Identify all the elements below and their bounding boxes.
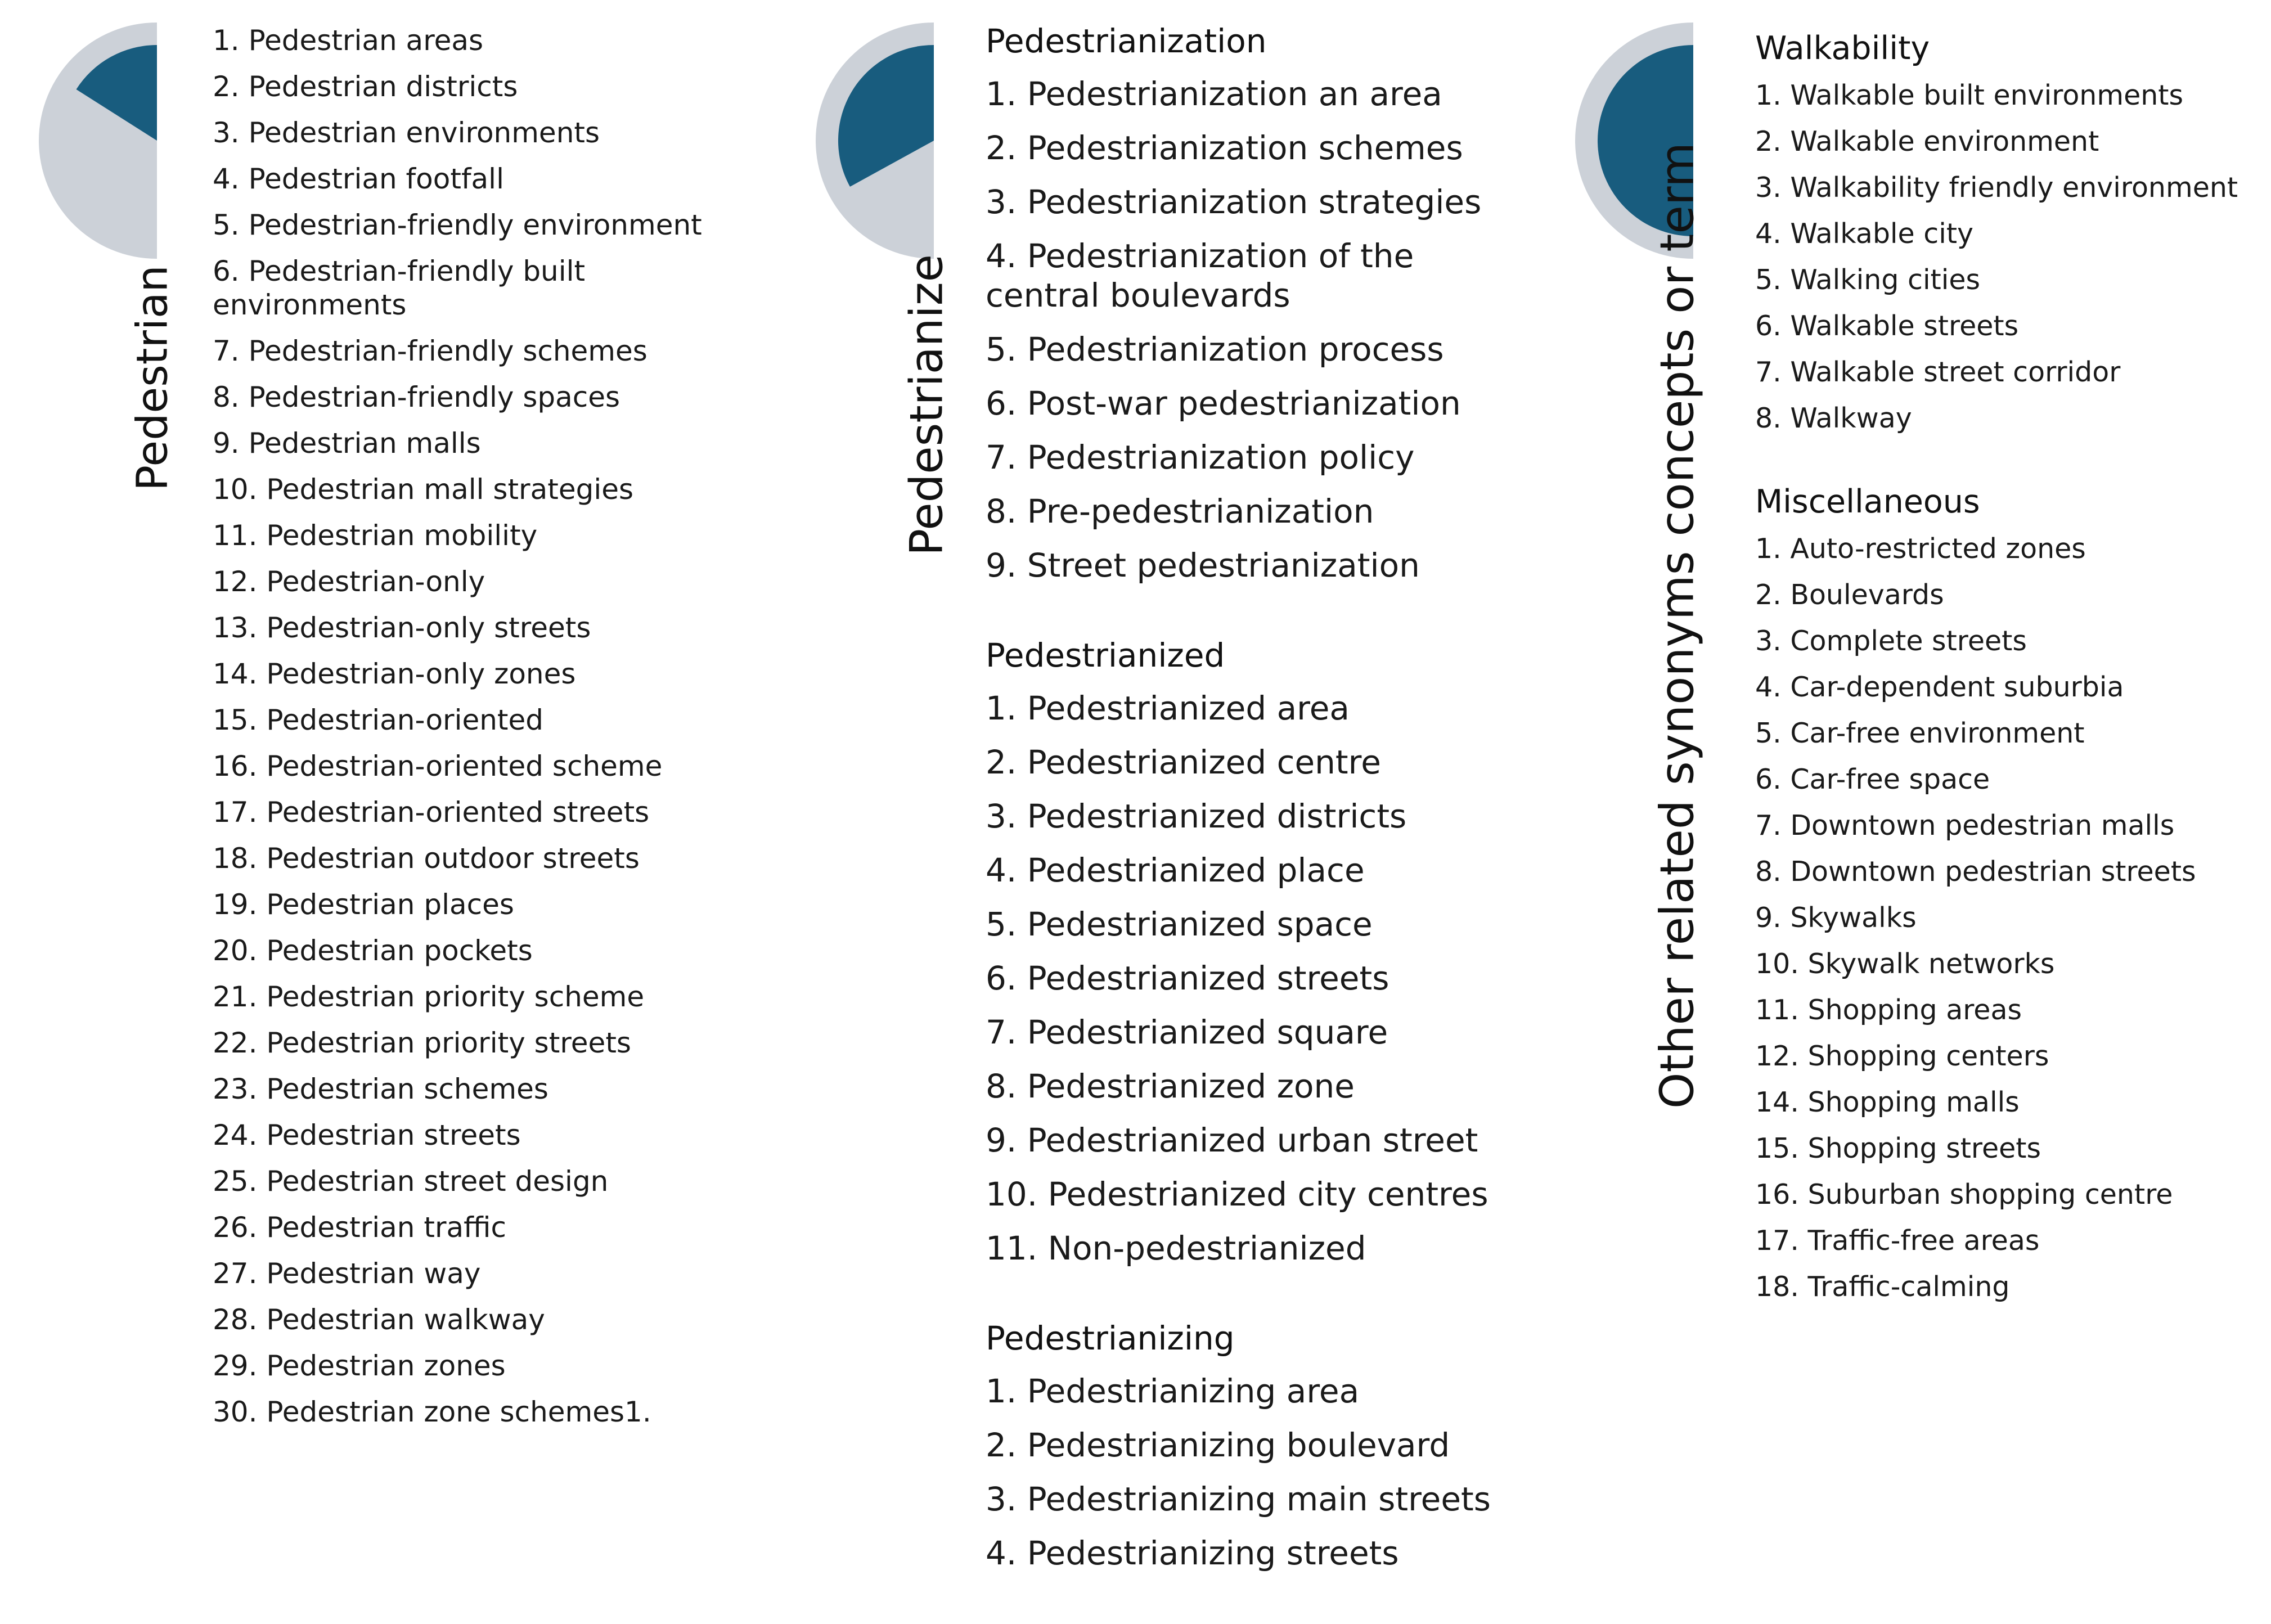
term-item: 22. Pedestrian priority streets [213,1027,631,1059]
term-item: 26. Pedestrian traffic [213,1211,506,1244]
term-group [1755,483,2261,1304]
group-heading: Pedestrianizing [986,1319,1235,1357]
term-item: 8. Pedestrianized zone [986,1067,1355,1105]
term-item: 3. Pedestrianized districts [986,797,1407,835]
term-item: 4. Pedestrianized place [986,851,1365,889]
term-item: 4. Walkable city [1755,218,1974,250]
term-item: 16. Suburban shopping centre [1755,1178,2173,1211]
term-item: 8. Pedestrian-friendly spaces [213,381,620,413]
term-item: 6. Walkable streets [1755,310,2019,342]
term-item: 29. Pedestrian zones [213,1349,506,1382]
term-item: 28. Pedestrian walkway [213,1303,545,1336]
term-item: 24. Pedestrian streets [213,1119,521,1151]
term-item: 2. Walkable environment [1755,125,2099,158]
group-heading: Walkability [1755,30,1930,67]
term-list [1755,79,2261,435]
pie-pedestrianize [796,23,959,259]
term-list [213,24,741,1429]
term-item: 9. Street pedestrianization [986,546,1420,584]
term-item: 23. Pedestrian schemes [213,1073,548,1105]
group-heading: Miscellaneous [1755,483,1980,520]
term-list [986,689,1526,1268]
term-item: 1. Pedestrianization an area [986,75,1442,113]
term-item: 3. Complete streets [1755,625,2027,657]
term-list [986,1371,1526,1573]
term-item: 10. Pedestrian mall strategies [213,473,634,506]
term-item: 8. Downtown pedestrian streets [1755,856,2196,888]
term-item: 12. Pedestrian-only [213,565,485,598]
group-heading: Pedestrianized [986,636,1225,674]
term-item: 18. Traffic-calming [1755,1271,2010,1303]
term-item: 5. Pedestrianization process [986,330,1444,368]
term-column-other-related [1755,29,2261,1351]
term-item: 1. Pedestrianized area [986,689,1350,727]
section-label-other-related: Other related synonyms concepts or term [1651,142,1705,1109]
term-item: 4. Pedestrian footfall [213,163,504,195]
term-item: 1. Walkable built environments [1755,79,2184,111]
term-item: 7. Pedestrian-friendly schemes [213,335,647,367]
term-item: 14. Shopping malls [1755,1086,2020,1118]
term-item: 11. Pedestrian mobility [213,519,538,552]
term-group [986,1319,1526,1573]
term-item: 14. Pedestrian-only zones [213,658,576,690]
term-item: 3. Walkability friendly environment [1755,172,2238,204]
term-item: 10. Pedestrianized city centres [986,1175,1488,1213]
term-item: 3. Pedestrianizing main streets [986,1480,1491,1518]
term-item: 15. Pedestrian-oriented [213,704,544,736]
term-item: 5. Pedestrianized space [986,905,1373,943]
pie-pedestrian [19,23,182,259]
term-column-pedestrianize [986,21,1526,1623]
term-item: 16. Pedestrian-oriented scheme [213,750,663,782]
term-item: 18. Pedestrian outdoor streets [213,842,640,875]
term-item: 2. Pedestrianizing boulevard [986,1426,1450,1464]
term-item: 7. Pedestrianized square [986,1013,1388,1051]
term-item: 11. Shopping areas [1755,994,2022,1026]
term-item: 10. Skywalk networks [1755,948,2055,980]
term-item: 25. Pedestrian street design [213,1165,609,1198]
term-item: 7. Downtown pedestrian malls [1755,809,2175,842]
term-item: 11. Non-pedestrianized [986,1229,1366,1267]
term-item: 1. Auto-restricted zones [1755,533,2086,565]
term-item: 17. Traffic-free areas [1755,1225,2040,1257]
term-item: 5. Walking cities [1755,264,1981,296]
term-item: 5. Car-free environment [1755,717,2085,749]
term-item: 21. Pedestrian priority scheme [213,980,645,1013]
term-item: 6. Car-free space [1755,763,1990,795]
term-item: 8. Walkway [1755,402,1912,434]
term-group [213,24,741,1429]
term-column-pedestrian [213,24,741,1441]
term-list [986,74,1526,585]
term-item: 17. Pedestrian-oriented streets [213,796,650,829]
term-item: 2. Pedestrianization schemes [986,129,1463,167]
term-item: 6. Post-war pedestrianization [986,384,1461,422]
term-item: 4. Pedestrianizing streets [986,1534,1399,1572]
term-item: 2. Pedestrian districts [213,70,518,103]
term-item: 6. Pedestrianized streets [986,959,1389,997]
term-group [1755,29,2261,435]
term-item: 12. Shopping centers [1755,1040,2049,1072]
term-item: 4. Pedestrianization of the central boulevards [986,237,1414,314]
term-item: 15. Shopping streets [1755,1132,2041,1164]
term-item: 1. Pedestrian areas [213,24,484,57]
term-item: 19. Pedestrian places [213,888,514,921]
group-heading: Pedestrianization [986,22,1267,60]
section-label-pedestrian: Pedestrian [127,265,177,491]
term-item: 5. Pedestrian-friendly environment [213,209,702,241]
term-item: 30. Pedestrian zone schemes1. [213,1396,651,1428]
term-item: 9. Pedestrian malls [213,427,481,460]
term-item: 2. Pedestrianized centre [986,743,1381,781]
term-item: 3. Pedestrianization strategies [986,183,1482,221]
term-item: 7. Walkable street corridor [1755,356,2121,388]
term-item: 1. Pedestrianizing area [986,1372,1360,1410]
term-item: 13. Pedestrian-only streets [213,611,591,644]
term-item: 8. Pre-pedestrianization [986,492,1374,530]
term-item: 27. Pedestrian way [213,1257,481,1290]
term-item: 3. Pedestrian environments [213,116,600,149]
section-label-pedestrianize: Pedestrianize [900,254,953,556]
term-group [986,636,1526,1268]
term-list [1755,532,2261,1304]
term-item: 9. Pedestrianized urban street [986,1121,1478,1159]
term-item: 2. Boulevards [1755,579,1944,611]
term-item: 4. Car-dependent suburbia [1755,671,2124,703]
term-item: 9. Skywalks [1755,902,1917,934]
term-item: 6. Pedestrian-friendly built environments [213,255,586,321]
term-item: 20. Pedestrian pockets [213,934,533,967]
term-group [986,21,1526,585]
term-item: 7. Pedestrianization policy [986,438,1415,476]
